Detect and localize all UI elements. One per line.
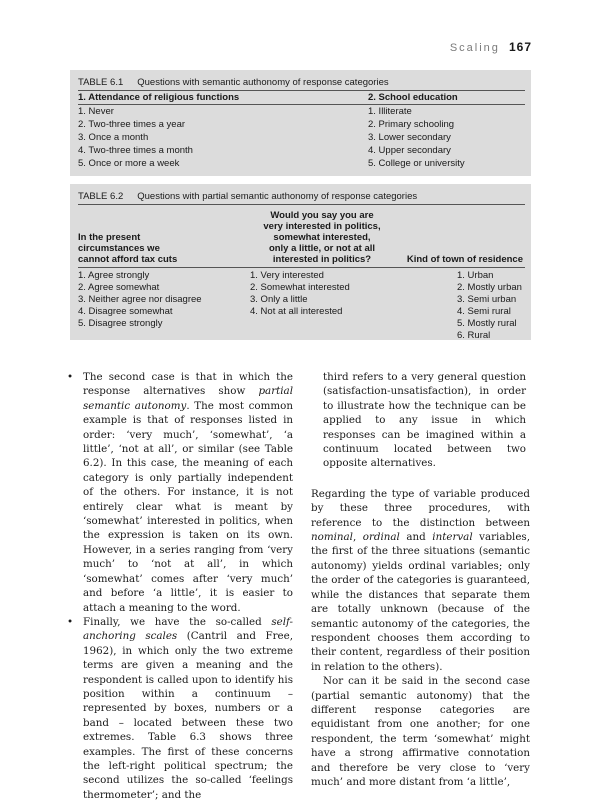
table-cell: 4. Disagree somewhat [78, 306, 173, 317]
table-title: Questions with partial semantic authonomy of response categories [137, 191, 418, 202]
column-header: Kind of town of residence [406, 254, 523, 265]
column-header: Would you say you are [270, 210, 374, 221]
table-cell: 4. Upper secondary [368, 145, 451, 156]
table-cell: 2. Agree somewhat [78, 282, 160, 293]
paragraph: Nor can it be said in the second case (partial semantic autonomy) that the different response categories are equidistant from one another; for one respondent, the term ‘somewhat’ might have a strong affirmative connotation and therefore be very close to ‘very much’ and more distant from ‘a little’, [311, 675, 530, 788]
bullet-paragraph: • Finally, we have the so-called self-anchoring scales (Cantril and Free, 1962), in which only the two extreme terms are given a meaning and the respondent is called upon to identify his position within a continuum – represented by boxes, numbers or a band – located between these two extremes. Table 6.3 shows three examples. The first of these concerns the left-right political spectrum; the second utilizes the so-called ‘feelings thermometer’; and the [64, 615, 293, 802]
table-cell: 5. College or university [368, 158, 465, 169]
table-6-2 [70, 184, 531, 340]
table-cell: 3. Only a little [250, 294, 308, 305]
rule [78, 104, 525, 105]
rule [78, 267, 525, 268]
table-caption [78, 76, 389, 89]
column-header: In the present [78, 232, 141, 243]
table-label: TABLE 6.1 [78, 77, 124, 88]
table-cell: 1. Urban [457, 270, 494, 281]
column-header: cannot afford tax cuts [78, 254, 178, 265]
paragraph: Regarding the type of variable produced by these three procedures, with reference to the distinction between nominal, ordinal and interval variables, the first of the three situations (semantic autonomy) yields ordinal variables; only the order of the categories is guaranteed, while the distances that separate them are totally unknown (because of the semantic autonomy of the categories, the respondent chooses them according to their content, regardless of their position in relation to the others). [311, 487, 530, 673]
table-cell: 1. Illiterate [368, 106, 412, 117]
table-cell: 5. Mostly rural [457, 318, 517, 329]
table-cell: 4. Two-three times a month [78, 145, 193, 156]
table-cell: 1. Very interested [250, 270, 324, 281]
column-header: interested in politics? [272, 254, 372, 265]
section-title: Scaling [449, 42, 500, 54]
table-cell: 5. Disagree strongly [78, 318, 163, 329]
column-header: 1. Attendance of religious functions [78, 92, 240, 103]
table-cell: 3. Lower secondary [368, 132, 451, 143]
table-6-1 [70, 70, 531, 176]
column-header: very interested in politics, [263, 221, 381, 232]
page-number: 167 [508, 40, 532, 54]
right-text-column [311, 370, 530, 789]
table-cell: 1. Never [78, 106, 114, 117]
table-cell: 4. Semi rural [457, 306, 511, 317]
bullet-continuation: third refers to a very general question (satisfaction-unsatisfaction), in order to illustrate how the technique can be applied to any issue in which responses can be imagined within a continuum located between two opposite alternatives. [323, 371, 526, 470]
table-cell: 5. Once or more a week [78, 158, 180, 169]
table-cell: 6. Rural [457, 330, 491, 341]
table-label: TABLE 6.2 [78, 191, 124, 202]
bullet-paragraph: • The second case is that in which the response alternatives show partial semantic autonomy. The most common example is that of responses listed in order: ‘very much’, ‘somewhat’, ‘a little’, ‘not at all’, or similar (see Table 6.2). In this case, the meaning of each category is only partially independent of the others. For instance, it is not entirely clear what is meant by ‘somewhat’ interested in politics, when the expression is taken on its own. However, in a series ranging from ‘very much’ to ‘not at all’, in which ‘somewhat’ comes after ‘very much’ and before ‘a little’, it is easier to attach a meaning to the word. [64, 370, 293, 615]
table-cell: 3. Semi urban [457, 294, 517, 305]
left-text-column [64, 370, 293, 802]
column-header: circumstances we [78, 243, 160, 254]
table-cell: 2. Two-three times a year [78, 119, 186, 130]
column-header: 2. School education [368, 92, 458, 103]
table-title: Questions with semantic authonomy of response categories [137, 77, 389, 88]
rule [78, 204, 525, 205]
table-cell: 1. Agree strongly [78, 270, 150, 281]
table-cell: 2. Primary schooling [368, 119, 455, 130]
table-cell: 2. Somewhat interested [250, 282, 350, 293]
table-caption [78, 190, 417, 203]
column-header: only a little, or not at all [268, 243, 376, 254]
table-cell: 3. Neither agree nor disagree [78, 294, 202, 305]
table-cell: 3. Once a month [78, 132, 149, 143]
running-head [450, 40, 532, 54]
table-cell: 4. Not at all interested [250, 306, 343, 317]
column-header: somewhat interested, [273, 232, 371, 243]
table-cell: 2. Mostly urban [457, 282, 522, 293]
